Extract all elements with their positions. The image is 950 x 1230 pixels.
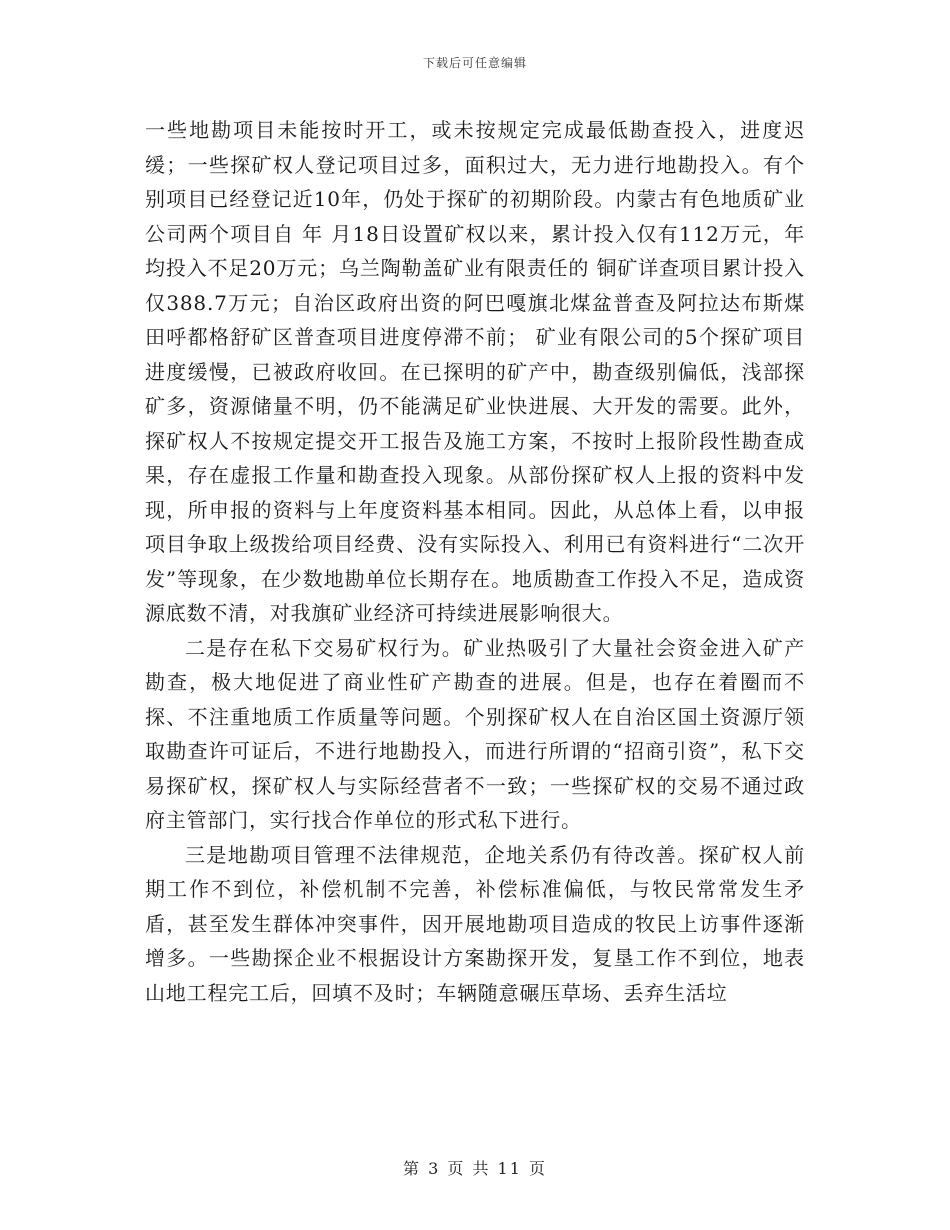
document-body <box>145 113 805 1010</box>
body-paragraph: 一些地勘项目未能按时开工，或未按规定完成最低勘查投入，进度迟缓；一些探矿权人登记项目过多，面积过大，无力进行地勘投入。有个别项目已经登记近10年，仍处于探矿的初期阶段。内蒙古有色地质矿业公司两个项目自 年 月18日设置矿权以来，累计投入仅有112万元，年均投入不足20万元；乌兰陶勒盖矿业有限责任的 铜矿详查项目累计投入仅388.7万元；自治区政府出资的阿巴嘎旗北煤盆普查及阿拉达布斯煤田呼都格舒矿区普查项目进度停滞不前； 矿业有限公司的5个探矿项目进度缓慢，已被政府收回。在已探明的矿产中，勘查级别偏低，浅部探矿多，资源储量不明，仍不能满足矿业快进展、大开发的需要。此外，探矿权人不按规定提交开工报告及施工方案，不按时上报阶段性勘查成果，存在虚报工作量和勘查投入现象。从部份探矿权人上报的资料中发现，所申报的资料与上年度资料基本相同。因此，从总体上看，以申报项目争取上级拨给项目经费、没有实际投入、利用已有资料进行“二次开发”等现象，在少数地勘单位长期存在。地质勘查工作投入不足，造成资源底数不清，对我旗矿业经济可持续进展影响很大。 <box>145 118 805 625</box>
page-number-footer: 第 3 页 共 11 页 <box>403 1159 547 1178</box>
page-header: 下载后可任意编辑 <box>422 56 527 70</box>
body-paragraph: 三是地勘项目管理不法律规范，企地关系仍有待改善。探矿权人前期工作不到位，补偿机制不完善，补偿标准偏低，与牧民常常发生矛盾，甚至发生群体冲突事件，因开展地勘项目造成的牧民上访事件逐渐增多。一些勘探企业不根据设计方案勘探开发，复垦工作不到位，地表山地工程完工后，回填不及时；车辆随意碾压草场、丢弃生活垃 <box>145 842 805 1005</box>
body-paragraph: 二是存在私下交易矿权行为。矿业热吸引了大量社会资金进入矿产勘查，极大地促进了商业性矿产勘查的进展。但是，也存在着圈而不探、不注重地质工作质量等问题。个别探矿权人在自治区国土资源厅领取勘查许可证后，不进行地勘投入，而进行所谓的“招商引资”，私下交易探矿权，探矿权人与实际经营者不一致；一些探矿权的交易不通过政府主管部门，实行找合作单位的形式私下进行。 <box>145 635 805 832</box>
